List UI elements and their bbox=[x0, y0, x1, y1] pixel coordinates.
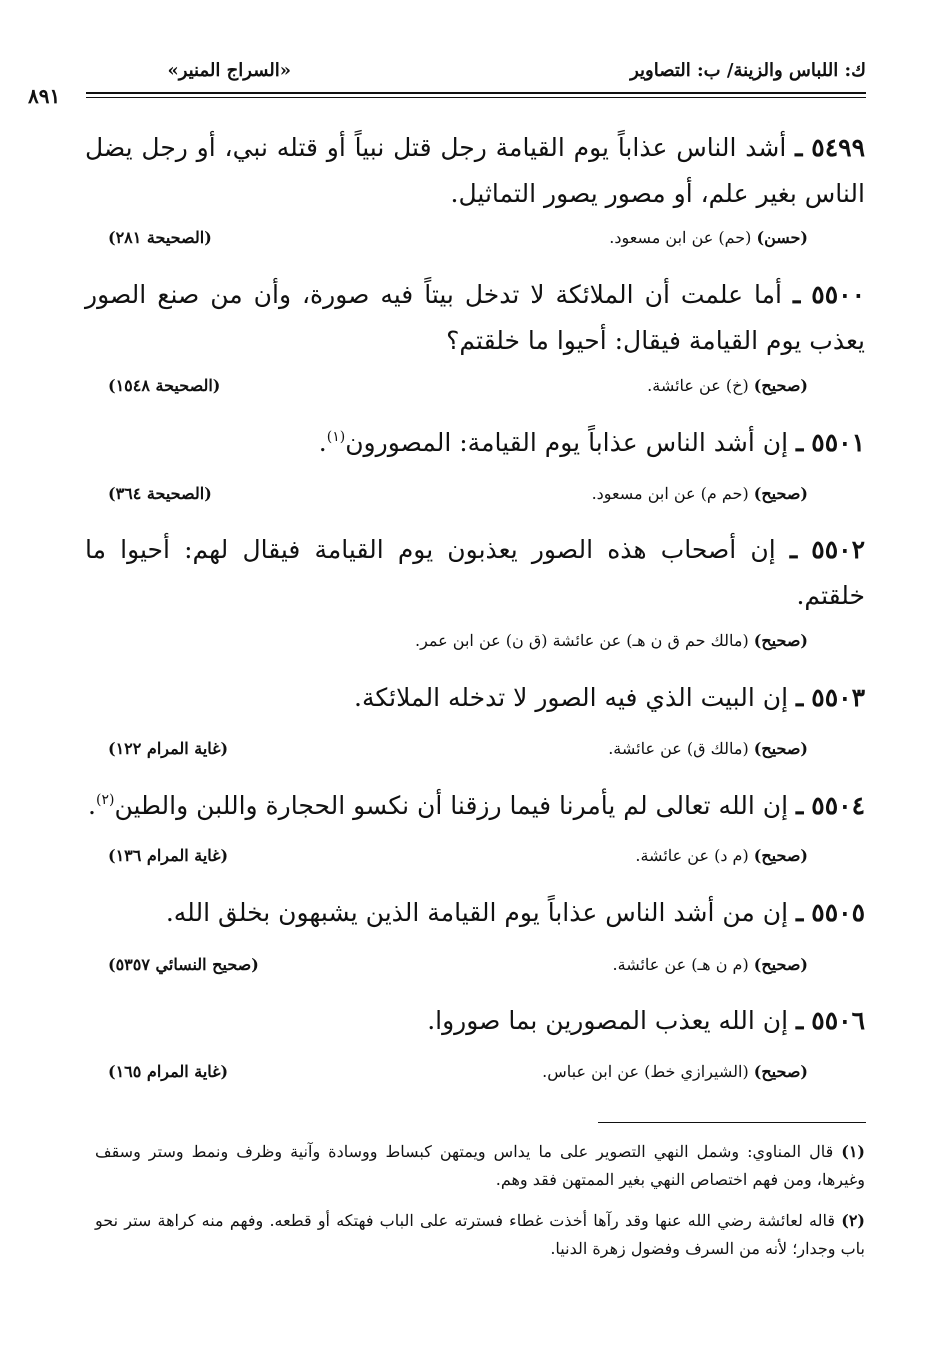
hadith-separator: ـ bbox=[795, 133, 803, 162]
hadith-source-5504 bbox=[108, 846, 808, 876]
hadith-source: (الشيرازي خط) عن ابن عباس. bbox=[542, 1062, 749, 1081]
footnote-number: (٢) bbox=[841, 1211, 865, 1230]
hadith-text-end: . bbox=[88, 791, 96, 820]
footnote-marker[interactable]: (٢) bbox=[95, 792, 115, 808]
hadith-source-5505 bbox=[108, 955, 808, 985]
hadith-number: ٥٥٠١ bbox=[811, 428, 865, 457]
hadith-5504 bbox=[85, 783, 865, 833]
hadith-separator: ـ bbox=[796, 428, 804, 457]
hadith-grade: (صحيح) bbox=[753, 1062, 808, 1081]
hadith-grade: (صحيح) bbox=[753, 739, 808, 758]
hadith-reference: (الصحيحة ٢٨١) bbox=[108, 228, 212, 247]
footnote-text: قال المناوي: وشمل النهي التصوير على ما يداس ويمتهن كبساط ووسادة وآنية وظرف ونمط وستر وسقف وغيرها، ومن فهم اختصاص النهي بغير الممتهن فقد وهم. bbox=[95, 1142, 865, 1189]
footnote-marker[interactable]: (١) bbox=[326, 429, 346, 445]
hadith-separator: ـ bbox=[796, 791, 804, 820]
hadith-reference: (غاية المرام ١٦٥) bbox=[108, 1062, 229, 1081]
hadith-source-5502 bbox=[108, 631, 808, 661]
hadith-text: إن الله يعذب المصورين بما صوروا. bbox=[427, 1006, 789, 1035]
chapter-title: ك: اللباس والزينة/ ب: التصاوير bbox=[630, 60, 866, 81]
hadith-grade: (صحيح) bbox=[753, 484, 808, 503]
book-title: «السراج المنير» bbox=[167, 60, 291, 81]
hadith-number: ٥٥٠٥ bbox=[811, 898, 865, 927]
hadith-source: (مالك حم ق ن هـ) عن عائشة (ق ن) عن ابن عمر. bbox=[415, 631, 749, 650]
hadith-5500 bbox=[85, 272, 865, 364]
hadith-source-5500 bbox=[108, 376, 808, 406]
page-header bbox=[28, 56, 866, 108]
hadith-grade: (صحيح) bbox=[753, 376, 808, 395]
footnote-1 bbox=[95, 1138, 865, 1194]
hadith-grade: (صحيح) bbox=[753, 846, 808, 865]
hadith-source-5506 bbox=[108, 1062, 808, 1092]
hadith-text: إن الله تعالى لم يأمرنا فيما رزقنا أن نكسو الحجارة واللبن والطين bbox=[114, 791, 789, 820]
hadith-source: (مالك ق) عن عائشة. bbox=[608, 739, 749, 758]
hadith-grade: (حسن) bbox=[756, 228, 808, 247]
hadith-source: (حم م) عن ابن مسعود. bbox=[591, 484, 749, 503]
hadith-5499 bbox=[85, 125, 865, 217]
footnote-text: قاله لعائشة رضي الله عنها وقد رآها أخذت غطاء فسترته على الباب فهتكه أو قطعه. وفهم منه كراهة ستر نحو باب وجدار؛ لأنه من السرف وفضول زهرة الدنيا. bbox=[95, 1211, 865, 1258]
footnote-separator bbox=[598, 1122, 866, 1123]
hadith-number: ٥٥٠٤ bbox=[811, 791, 865, 820]
footnote-number: (١) bbox=[841, 1142, 865, 1161]
page-number: ٨٩١ bbox=[28, 84, 61, 108]
hadith-number: ٥٥٠٣ bbox=[811, 683, 865, 712]
hadith-source: (حم) عن ابن مسعود. bbox=[609, 228, 752, 247]
hadith-text: إن أصحاب هذه الصور يعذبون يوم القيامة فيقال لهم: أحيوا ما خلقتم. bbox=[85, 535, 865, 610]
hadith-5506 bbox=[85, 998, 865, 1044]
hadith-number: ٥٥٠٢ bbox=[811, 535, 866, 564]
hadith-5505 bbox=[85, 890, 865, 936]
hadith-separator: ـ bbox=[796, 898, 804, 927]
hadith-number: ٥٥٠٦ bbox=[811, 1006, 865, 1035]
hadith-separator: ـ bbox=[796, 1006, 804, 1035]
hadith-source: (م ن هـ) عن عائشة. bbox=[612, 955, 749, 974]
header-rule bbox=[86, 92, 866, 94]
hadith-source: (خ) عن عائشة. bbox=[647, 376, 749, 395]
hadith-5503 bbox=[85, 675, 865, 721]
hadith-source-5499 bbox=[108, 228, 808, 258]
hadith-separator: ـ bbox=[789, 535, 798, 564]
hadith-reference: (غاية المرام ١٢٢) bbox=[108, 739, 229, 758]
hadith-text: إن من أشد الناس عذاباً يوم القيامة الذين يشبهون بخلق الله. bbox=[165, 898, 789, 927]
hadith-source-5501 bbox=[108, 484, 808, 514]
hadith-separator: ـ bbox=[796, 683, 804, 712]
hadith-source-5503 bbox=[108, 739, 808, 769]
hadith-text: إن أشد الناس عذاباً يوم القيامة: المصورون bbox=[345, 428, 789, 457]
footnote-2 bbox=[95, 1207, 865, 1263]
hadith-reference: (الصحيحة ٣٦٤) bbox=[108, 484, 212, 503]
hadith-grade: (صحيح) bbox=[753, 631, 808, 650]
hadith-grade: (صحيح) bbox=[753, 955, 808, 974]
hadith-number: ٥٥٠٠ bbox=[811, 280, 866, 309]
hadith-text: أشد الناس عذاباً يوم القيامة رجل قتل نبياً أو قتله نبي، أو رجل يضل الناس بغير علم، أو مصور يصور التماثيل. bbox=[85, 133, 865, 208]
hadith-5502 bbox=[85, 527, 865, 619]
hadith-text: إن البيت الذي فيه الصور لا تدخله الملائكة. bbox=[354, 683, 789, 712]
hadith-text: أما علمت أن الملائكة لا تدخل بيتاً فيه صورة، وأن من صنع الصور يعذب يوم القيامة فيقال: أحيوا ما خلقتم؟ bbox=[85, 280, 865, 355]
hadith-source: (م د) عن عائشة. bbox=[635, 846, 749, 865]
hadith-reference: (غاية المرام ١٣٦) bbox=[108, 846, 229, 865]
hadith-reference: (الصحيحة ١٥٤٨) bbox=[108, 376, 221, 395]
hadith-number: ٥٤٩٩ bbox=[811, 133, 865, 162]
hadith-5501 bbox=[85, 420, 865, 470]
hadith-reference: (صحيح النسائي ٥٣٥٧) bbox=[108, 955, 259, 974]
hadith-separator: ـ bbox=[792, 280, 801, 309]
header-rule-thin bbox=[86, 97, 866, 98]
hadith-text-end: . bbox=[318, 428, 327, 457]
